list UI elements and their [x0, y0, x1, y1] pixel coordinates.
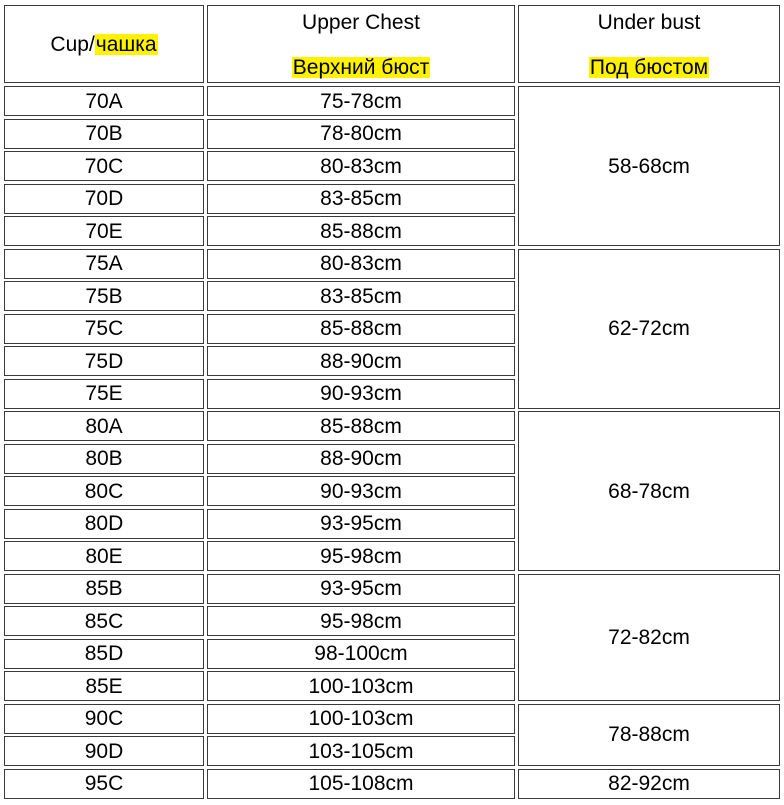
upper-chest-cell: 100-103cm: [207, 671, 515, 701]
cup-size-cell: 75A: [4, 249, 204, 279]
upper-chest-cell: 85-88cm: [207, 411, 515, 441]
header-upper-en: Upper Chest: [302, 11, 420, 34]
upper-chest-cell: 103-105cm: [207, 736, 515, 766]
under-bust-cell: 72-82cm: [518, 574, 780, 702]
cup-size-cell: 85B: [4, 574, 204, 604]
header-under-bust: [518, 5, 780, 83]
upper-chest-cell: 80-83cm: [207, 151, 515, 181]
upper-chest-cell: 88-90cm: [207, 444, 515, 474]
under-bust-cell: 68-78cm: [518, 411, 780, 571]
header-cup: [4, 5, 204, 83]
cup-size-cell: 85D: [4, 639, 204, 669]
size-chart-table: [4, 5, 780, 802]
upper-chest-cell: 88-90cm: [207, 346, 515, 376]
header-under-ru: Под бюстом: [589, 56, 709, 79]
header-cup-en: Cup/: [50, 32, 95, 56]
cup-size-cell: 95C: [4, 769, 204, 799]
cup-size-cell: 90D: [4, 736, 204, 766]
upper-chest-cell: 95-98cm: [207, 541, 515, 571]
under-bust-cell: 82-92cm: [518, 769, 780, 799]
upper-chest-cell: 78-80cm: [207, 119, 515, 149]
cup-size-cell: 80E: [4, 541, 204, 571]
cup-size-cell: 80C: [4, 476, 204, 506]
upper-chest-cell: 93-95cm: [207, 574, 515, 604]
header-upper-chest: [207, 5, 515, 83]
upper-chest-cell: 85-88cm: [207, 216, 515, 246]
upper-chest-cell: 95-98cm: [207, 606, 515, 636]
header-upper-ru: Верхний бюст: [292, 56, 430, 79]
upper-chest-cell: 90-93cm: [207, 476, 515, 506]
cup-size-cell: 80D: [4, 509, 204, 539]
cup-size-cell: 70A: [4, 86, 204, 116]
cup-size-cell: 80A: [4, 411, 204, 441]
cup-size-cell: 75E: [4, 379, 204, 409]
under-bust-cell: 78-88cm: [518, 704, 780, 767]
cup-size-cell: 70C: [4, 151, 204, 181]
cup-size-cell: 80B: [4, 444, 204, 474]
upper-chest-cell: 105-108cm: [207, 769, 515, 799]
header-under-en: Under bust: [597, 11, 701, 34]
cup-size-cell: 85E: [4, 671, 204, 701]
upper-chest-cell: 90-93cm: [207, 379, 515, 409]
cup-size-cell: 75C: [4, 314, 204, 344]
upper-chest-cell: 75-78cm: [207, 86, 515, 116]
upper-chest-cell: 83-85cm: [207, 184, 515, 214]
cup-size-cell: 75B: [4, 281, 204, 311]
cup-size-cell: 70E: [4, 216, 204, 246]
under-bust-cell: 58-68cm: [518, 86, 780, 246]
upper-chest-cell: 80-83cm: [207, 249, 515, 279]
cup-size-cell: 90C: [4, 704, 204, 734]
cup-size-cell: 70D: [4, 184, 204, 214]
cup-size-cell: 70B: [4, 119, 204, 149]
upper-chest-cell: 83-85cm: [207, 281, 515, 311]
under-bust-cell: 62-72cm: [518, 249, 780, 409]
upper-chest-cell: 100-103cm: [207, 704, 515, 734]
cup-size-cell: 85C: [4, 606, 204, 636]
upper-chest-cell: 85-88cm: [207, 314, 515, 344]
upper-chest-cell: 93-95cm: [207, 509, 515, 539]
upper-chest-cell: 98-100cm: [207, 639, 515, 669]
header-cup-ru: чашка: [95, 32, 157, 56]
cup-size-cell: 75D: [4, 346, 204, 376]
